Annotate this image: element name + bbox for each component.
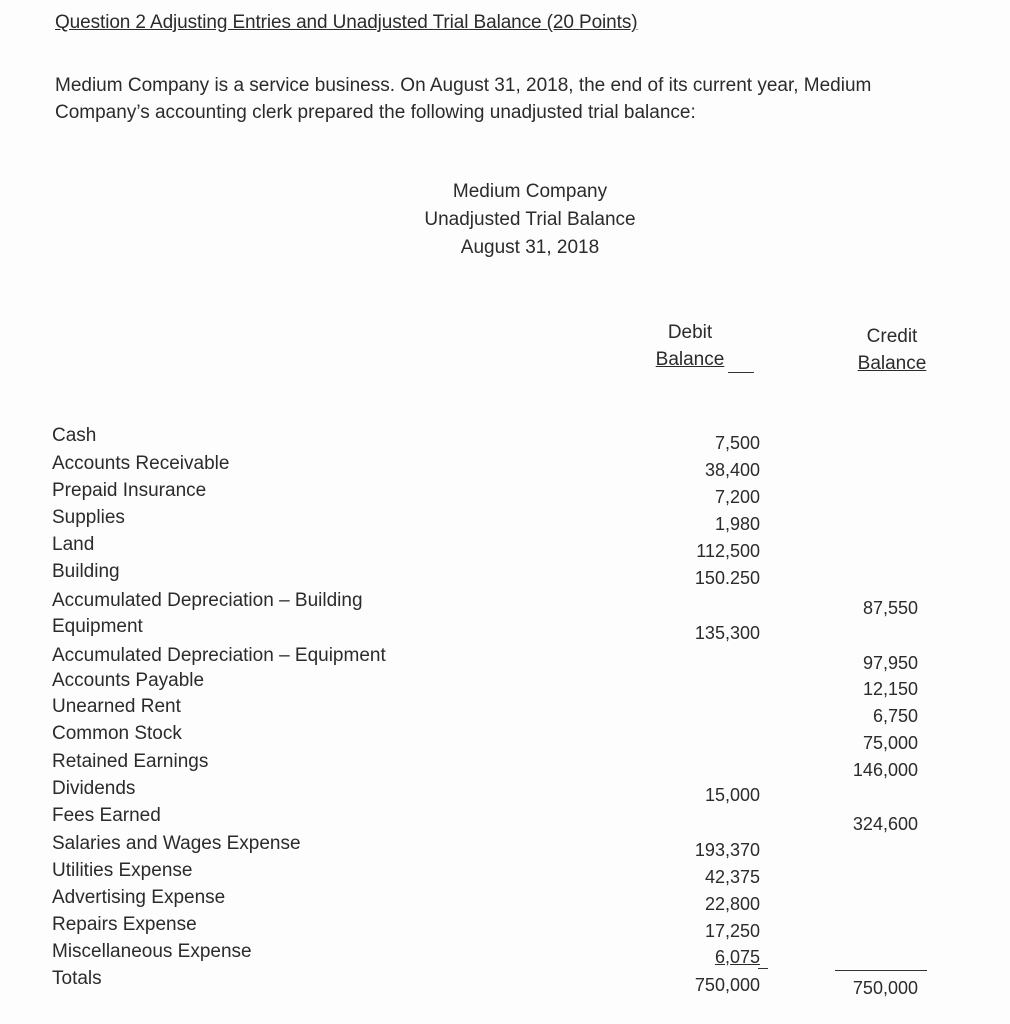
totals-label: Totals: [52, 968, 102, 989]
debit-amount: 1,980: [714, 514, 760, 534]
debit-amount: 112,500: [696, 541, 760, 561]
account-name: Fees Earned: [52, 805, 161, 826]
account-name: Utilities Expense: [52, 860, 193, 881]
account-name: Unearned Rent: [52, 696, 181, 717]
account-name: Supplies: [52, 507, 125, 528]
account-name: Miscellaneous Expense: [52, 941, 252, 962]
debit-amount: 150.250: [694, 568, 760, 588]
account-name: Accumulated Depreciation – Equipment: [52, 645, 386, 666]
account-name: Common Stock: [52, 723, 182, 744]
credit-amount: 6,750: [872, 706, 918, 726]
account-name: Cash: [52, 425, 97, 446]
credit-amount: 12,150: [862, 679, 918, 699]
intro-paragraph: [55, 72, 955, 126]
credit-total-rule: [835, 970, 927, 971]
account-name: Accounts Payable: [52, 670, 205, 691]
account-name: Prepaid Insurance: [52, 480, 207, 501]
intro-line-1: Medium Company is a service business. On August 31, 2018, the end of its current year, Medium: [55, 75, 872, 96]
account-name: Retained Earnings: [52, 751, 209, 772]
statement-title: Unadjusted Trial Balance: [424, 209, 636, 230]
debit-total: 750,000: [694, 975, 760, 995]
credit-header-line1: Credit: [866, 326, 918, 347]
account-name: Building: [52, 561, 120, 582]
debit-header-underline: [728, 372, 754, 373]
credit-total: 750,000: [852, 978, 918, 998]
debit-amount: 42,375: [704, 867, 760, 887]
debit-amount: 6,075: [714, 947, 760, 967]
debit-amount: 17,250: [704, 921, 760, 941]
debit-amount: 7,500: [714, 433, 760, 453]
debit-amount: 193,370: [694, 840, 760, 860]
debit-amount: 38,400: [704, 460, 760, 480]
account-name: Accounts Receivable: [52, 453, 230, 474]
company-name: Medium Company: [452, 181, 608, 202]
credit-header-line2: Balance: [857, 353, 927, 374]
account-name: Advertising Expense: [52, 887, 226, 908]
debit-total-rule: [758, 968, 768, 969]
debit-amount: 7,200: [714, 487, 760, 507]
debit-amount: 15,000: [704, 785, 760, 805]
credit-amount: 97,950: [862, 653, 918, 673]
debit-header-line1: Debit: [667, 322, 713, 343]
debit-header-line2: Balance: [655, 349, 725, 370]
credit-amount: 324,600: [852, 814, 918, 834]
debit-amount: 22,800: [704, 894, 760, 914]
account-name: Salaries and Wages Expense: [52, 833, 301, 854]
account-name: Repairs Expense: [52, 914, 197, 935]
credit-amount: 87,550: [862, 598, 918, 618]
statement-date: August 31, 2018: [460, 237, 600, 258]
credit-amount: 75,000: [862, 733, 918, 753]
account-name: Land: [52, 534, 95, 555]
credit-amount: 146,000: [852, 760, 918, 780]
account-name: Dividends: [52, 778, 136, 799]
intro-line-2: Company’s accounting clerk prepared the following unadjusted trial balance:: [55, 102, 696, 123]
debit-amount: 135,300: [694, 623, 760, 643]
account-name: Equipment: [52, 616, 143, 637]
question-heading: Question 2 Adjusting Entries and Unadjusted Trial Balance (20 Points): [55, 12, 638, 33]
account-name: Accumulated Depreciation – Building: [52, 590, 363, 611]
